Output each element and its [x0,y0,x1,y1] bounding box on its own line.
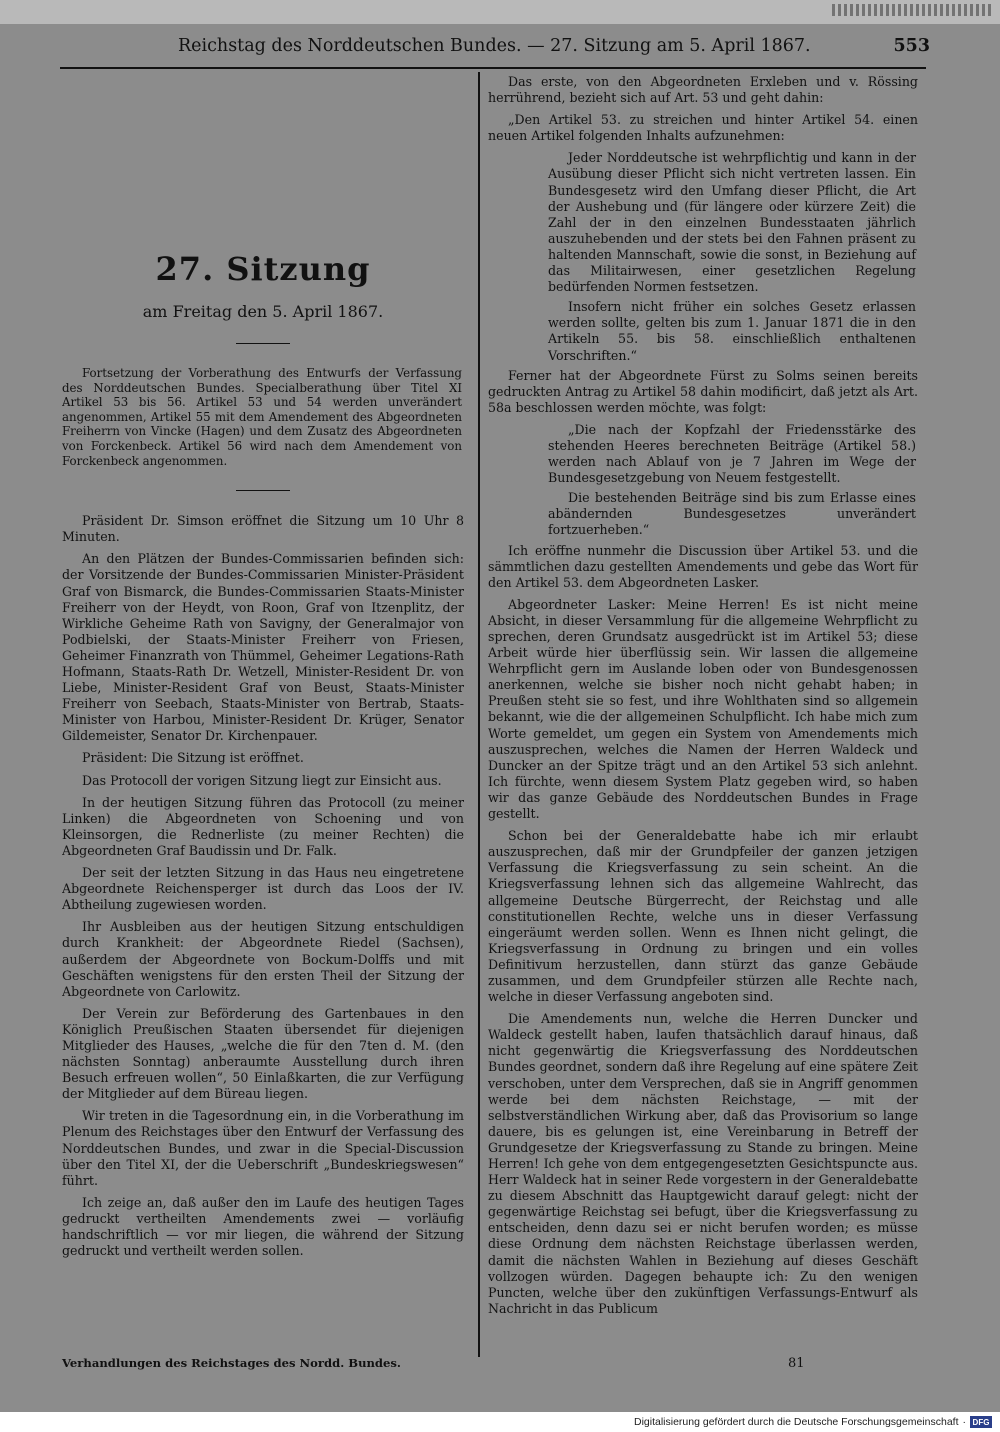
header-rule [60,67,926,69]
right-column [488,74,918,1374]
paragraph: Die Amendements nun, welche die Herren Duncker und Waldeck gestellt haben, laufen thatsächlich darauf hinaus, daß nicht gegenwärtig die Kriegsverfassung des Norddeutschen Bundes geordnet, sondern daß ihre Regelung auf eine spätere Zeit verschoben, unter dem Versprechen, daß sie in Angriff genommen werde bei dem nächsten Reichstage, — mit der selbstverständlichen Wirkung aber, daß das Provisorium so lange dauere, bis es gelungen ist, eine Vereinbarung in Betreff der Grundgesetze der Kriegsverfassung zu Stande zu bringen. Meine Herren! Ich gehe von dem entgegengesetzten Gesichtspuncte aus. Herr Waldeck hat in seiner Rede vorgestern in der Generaldebatte zu diesem Abschnitt das Hauptgewicht darauf gelegt: nicht der gegenwärtige Reichstag sei befugt, über die Kriegsverfassung zu entscheiden, denn dazu sei er nicht berufen worden; es müsse diese Ordnung dem nächsten Reichstage überlassen werden, damit die nächsten Wahlen in Beziehung auf dieses Geschäft vollzogen würden. Dagegen behaupte ich: Zu den wenigen Puncten, welche über den zukünftigen Verfassungs-Entwurf als Nachricht in das Publicum [488,1011,918,1316]
paragraph: „Den Artikel 53. zu streichen und hinter Artikel 54. einen neuen Artikel folgenden Inhalts aufzunehmen: [488,112,918,144]
paragraph: Wir treten in die Tagesordnung ein, in die Vorberathung im Plenum des Reichstages über den Entwurf der Verfassung des Norddeutschen Bundes, und zwar in die Special-Discussion über den Titel XI, der die Ueberschrift „Bundeskriegswesen“ führt. [62,1108,464,1188]
paragraph: Schon bei der Generaldebatte habe ich mir erlaubt auszusprechen, daß mir der Grundpfeiler der ganzen jetzigen Verfassung die Kriegsverfassung zu sein scheint. An die Kriegsverfassung lehnen sich das allgemeine Wahlrecht, das allgemeine Deutsche Bürgerrecht, der Reichstag und alle constitutionellen Rechte, welche uns in dieser Verfassung eingeräumt werden sollen. Wenn es Ihnen nicht gelingt, die Kriegsverfassung in Ordnung zu bringen und ein volles Definitivum herzustellen, dann stürzt das ganze Gebäude zusammen, und dem Grundpfeiler stürzen alle Rechte nach, welche in dieser Verfassung angeboten sind. [488,828,918,1005]
running-header [150,36,930,62]
dfg-logo: DFG [970,1416,992,1428]
section-divider [236,343,290,344]
left-column [62,72,464,1382]
footer-publication: Verhandlungen des Reichstages des Nordd. Bundes. [62,1356,401,1370]
separator-dot: · [962,1416,966,1428]
quoted-amendment: Insofern nicht früher ein solches Gesetz erlassen werden sollte, gelten bis zum 1. Januar 1871 die in den Artikeln 55. bis 58. einschließlich enthaltenen Vorschriften.“ [548,299,916,363]
paragraph: Das erste, von den Abgeordneten Erxleben und v. Rössing herrührend, bezieht sich auf Art. 53 und geht dahin: [488,74,918,106]
section-divider [236,490,290,491]
digitization-credit [634,1414,992,1430]
paragraph: Ich zeige an, daß außer den im Laufe des heutigen Tages gedruckt vertheilten Amendements zwei — vorläufig handschriftlich — vor mir liegen, die während der Sitzung gedruckt und vertheilt werden sollen. [62,1194,464,1259]
page-number: 553 [893,36,930,56]
paragraph: Der seit der letzten Sitzung in das Haus neu eingetretene Abgeordnete Reichensperger ist durch das Loos der IV. Abtheilung zugewiesen worden. [62,865,464,913]
paragraph: An den Plätzen der Bundes-Commissarien befinden sich: der Vorsitzende der Bundes-Commissarien Minister-Präsident Graf von Bismarck, die Bundes-Commissarien Staats-Minister Freiherr von der Heydt, von Roon, Graf von Itzenplitz, der Wirkliche Geheime Rath von Savigny, der Generalmajor von Podbielski, der Staats-Minister Freiherr von Friesen, Geheimer Finanzrath von Thümmel, Geheimer Legations-Rath Hofmann, Staats-Rath Dr. Wetzell, Minister-Resident Dr. von Liebe, Minister-Resident Graf von Beust, Staats-Minister Freiherr von Seebach, Staats-Minister von Bertrab, Staats-Minister von Harbou, Minister-Resident Dr. Krüger, Senator Gildemeister, Senator Dr. Kirchenpauer. [62,551,464,744]
paragraph: Ich eröffne nunmehr die Discussion über Artikel 53. und die sämmtlichen dazu gestellten Amendements und gebe das Wort für den Artikel 53. dem Abgeordneten Lasker. [488,542,918,590]
left-paragraphs [62,513,464,1259]
session-title: 27. Sitzung [155,250,371,288]
paragraph: Das Protocoll der vorigen Sitzung liegt zur Einsicht aus. [82,772,442,788]
paragraph: Abgeordneter Lasker: Meine Herren! Es ist nicht meine Absicht, in dieser Versammlung für die allgemeine Wehrpflicht zu sprechen, deren Grundsatz ausgedrückt ist im Artikel 53; diese Arbeit würde hier überflüssig sein. Wir lassen die allgemeine Wehrpflicht gern im Auslande loben oder von Bundesgenossen anerkennen, welche sie bisher noch nicht gehabt haben; in Preußen steht sie so fest, und ihre Wohlthaten sind so allgemein bekannt, wie die der allgemeinen Schulpflicht. Ich habe mich zum Worte gemeldet, um gegen ein System von Amendements mich auszusprechen, welches die Namen der Herren Waldeck und Duncker an der Spitze trägt und an den Artikel 53 sich anlehnt. Ich fürchte, wenn diesem System Platz gegeben wird, so haben wir das ganze Gebäude des Norddeutschen Bundes in Frage gestellt. [488,596,918,822]
paragraph: Ihr Ausbleiben aus der heutigen Sitzung entschuldigen durch Krankheit: der Abgeordnete Riedel (Sachsen), außerdem der Abgeordnete von Bockum-Dolffs und mit Geschäften wenigstens für den ersten Theil der Sitzung der Abgeordnete von Carlowitz. [62,919,464,999]
paragraph: Präsident Dr. Simson eröffnet die Sitzung um 10 Uhr 8 Minuten. [62,513,464,545]
digitization-note: Digitalisierung gefördert durch die Deutsche Forschungsgemeinschaft [633,1416,959,1428]
column-divider [478,72,480,1357]
scan-artifact [832,4,992,16]
paragraph: Der Verein zur Beförderung des Gartenbaues in den Königlich Preußischen Staaten übersendet für diejenigen Mitglieder des Hauses, „welche die für den 7ten d. M. (den nächsten Sonntag) anberaumte Ausstellung durch ihren Besuch erfreuen wollen“, 50 Einlaßkarten, die zur Verfügung der Mitglieder auf dem Büreau liegen. [62,1005,464,1102]
agenda-summary: Fortsetzung der Vorberathung des Entwurfs der Verfassung des Norddeutschen Bundes. Specialberathung über Titel XI Artikel 53 bis 56. Artikel 53 und 54 werden unverändert angenommen, Artikel 55 mit dem Amendement des Abgeordneten Freiherrn von Vincke (Hagen) und dem Zusatz des Abgeordneten von Forckenbeck. Artikel 56 wird nach dem Amendement von Forckenbeck angenommen. [62,366,462,468]
session-date: am Freitag den 5. April 1867. [142,302,384,321]
quoted-amendment: „Die nach der Kopfzahl der Friedensstärke des stehenden Heeres berechneten Beiträge (Artikel 58.) werden nach Ablauf von je 7 Jahren im Wege der Bundesgesetzgebung von Neuem festgestellt. [548,421,916,486]
quoted-amendment: Jeder Norddeutsche ist wehrpflichtig und kann in der Ausübung dieser Pflicht sich nicht vertreten lassen. Ein Bundesgesetz wird den Umfang dieser Pflicht, die Art der Aushebung und (für längere oder kürzere Zeit) die Zahl der in den einzelnen Bundesstaaten jährlich auszuhebenden und der stets bei den Fahnen präsent zu haltenden Mannschaft, sowie die sonst, in Beziehung auf das Militairwesen, einer gesetzlichen Regelung bedürfenden Normen festsetzen. [548,150,916,295]
right-paragraphs [488,74,918,1317]
paragraph: Ferner hat der Abgeordnete Fürst zu Solms seinen bereits gedruckten Antrag zu Artikel 58 dahin modificirt, daß jetzt als Art. 58a beschlossen werden möchte, was folgt: [488,367,918,415]
paragraph: In der heutigen Sitzung führen das Protocoll (zu meiner Linken) die Abgeordneten von Schoening und von Kleinsorgen, die Rednerliste (zu meiner Rechten) die Abgeordneten Graf Baudissin und Dr. Falk. [62,794,464,858]
paragraph: Präsident: Die Sitzung ist eröffnet. [82,750,304,766]
signature-mark: 81 [788,1356,805,1371]
quoted-amendment: Die bestehenden Beiträge sind bis zum Erlasse eines abändernden Bundesgesetzes unverändert fortzuerheben.“ [548,490,916,538]
header-title: Reichstag des Norddeutschen Bundes. — 27. Sitzung am 5. April 1867. [178,36,811,56]
